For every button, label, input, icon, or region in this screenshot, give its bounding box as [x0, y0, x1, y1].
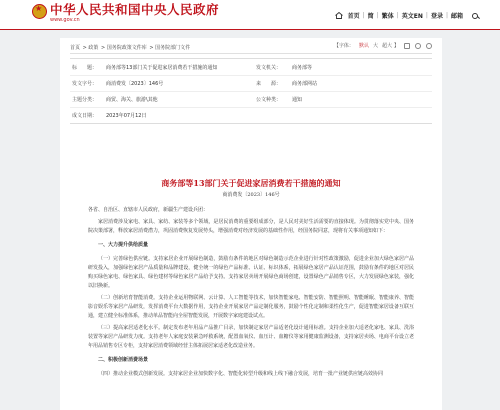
site-url: www.gov.cn — [50, 17, 80, 23]
body-paragraph: （四）推动企业模式创新发展。支持家居企业加快数字化、智能化转型升级和线上线下融合发展，培育一批产业链供应链高效协同 — [98, 371, 384, 377]
body-paragraph: 各省、自治区、直辖市人民政府，新疆生产建设兵团： — [88, 207, 209, 213]
meta-value: 商务部等13部门关于促进家居消费若干措施的通知 — [106, 64, 218, 71]
document-title: 商务部等13部门关于促进家居消费若干措施的通知 — [161, 178, 341, 188]
meta-value: 2023年07月12日 — [106, 113, 147, 119]
document-metadata-table — [70, 58, 432, 124]
site-header — [0, 0, 500, 30]
meta-key: 发文机关： — [256, 64, 282, 71]
nav-separator: | — [396, 12, 399, 19]
nav-login[interactable]: 登录 — [430, 13, 443, 20]
meta-row — [70, 75, 432, 91]
meta-key: 成文日期： — [72, 113, 98, 119]
meta-row — [70, 107, 432, 123]
breadcrumb-policy-library[interactable]: 国务院政策文件库 — [106, 45, 147, 51]
breadcrumb-home[interactable]: 首页 — [70, 45, 81, 51]
meta-key: 发文字号： — [72, 81, 98, 87]
national-emblem-icon — [32, 4, 47, 19]
meta-row — [70, 59, 432, 75]
site-logo[interactable] — [32, 3, 219, 24]
nav-simplified[interactable]: 简 — [367, 13, 374, 20]
nav-home[interactable]: 首页 — [347, 13, 360, 20]
top-nav — [335, 11, 478, 20]
font-size-tools — [334, 42, 432, 49]
section-heading: 一、大力提升供给质量 — [98, 242, 149, 248]
wechat-icon[interactable] — [426, 43, 432, 49]
breadcrumb-policy[interactable]: 政策 — [88, 45, 99, 51]
meta-key: 来 源： — [256, 81, 282, 87]
meta-key: 公文种类： — [256, 97, 282, 103]
print-icon[interactable] — [404, 43, 410, 49]
font-size-label: 【字体： — [333, 43, 354, 49]
section-heading: 二、积极创新消费场景 — [98, 357, 149, 363]
font-size-xlarge[interactable]: 超大 — [381, 43, 392, 49]
document-body — [88, 206, 414, 382]
nav-english[interactable]: 英文EN — [401, 13, 423, 20]
breadcrumb-department-docs[interactable]: 国务院部门文件 — [155, 45, 191, 51]
meta-value: 商务部等 — [292, 64, 313, 71]
search-icon[interactable] — [472, 13, 478, 19]
breadcrumb: 首页 > 政策 > 国务院政策文件库 > 国务院部门文件 — [70, 45, 191, 51]
nav-separator: | — [362, 12, 365, 19]
meta-value: 商消费发〔2023〕146号 — [106, 81, 164, 87]
nav-traditional[interactable]: 繁体 — [381, 13, 394, 20]
nav-mail[interactable]: 邮箱 — [450, 13, 463, 20]
article-page — [60, 38, 442, 410]
nav-separator: | — [445, 12, 448, 19]
font-size-large[interactable]: 大 — [372, 43, 378, 49]
font-size-close-bracket: 】 — [393, 43, 399, 49]
body-paragraph: （一）完善绿色供应链。支持家居企业开展绿色制造，鼓励有条件的地区对绿色制造示范企业进行针对性政策激励，促进企业加大绿色家居产品研发投入，加强绿色家居产品质量和品牌建设，健全统一的绿色产品标准、认证、标识体系，拓展绿色家居产品认证范围，鼓励有条件的地区对居民购买绿色家电、绿色家具、绿色建材等绿色家居产品给予支持。支持家居卖场开展绿色商场创建，设置绿色产品销售专区，大力发展绿色家装，强化以旧换新。 — [88, 256, 414, 289]
body-paragraph: （三）提高家居适老化水平。制定发布老年用品产品推广目录，加快制定家居产品适老化设计通用标准。支持企业加大适老化家电、家具、洗浴装置等家居产品研发力度。支持老年人家庭安装紧急呼救系统，配置血氧仪、血压计、血糖仪等家用健康监测设备，支持家居卖场、电商平台设立老年用品销售专区专柜，支持家居消费领域经营主体拓展居家适老化改造业务。 — [88, 325, 414, 349]
divider — [70, 53, 432, 54]
meta-value: 通知 — [292, 97, 303, 103]
body-paragraph: （二）创新培育智能消费。支持企业运用物联网、云计算、人工智能等技术，加快智能家电、智能安防、智能照明、智能睡眠、智能康养、智能影音娱乐等家居产品研发，发挥消费平台大数据作用，支持企业开展家居产品定制化服务，鼓励个性化定制和柔性化生产，促进智能家居设备互联互通，建立健全标准体系，推动单品智能向全屋智能发展，开展数字家庭建设试点。 — [88, 295, 414, 319]
meta-value: 商贸、海关、旅游\其他 — [106, 97, 158, 103]
font-size-default[interactable]: 默认 — [358, 43, 369, 49]
nav-separator: | — [376, 12, 379, 19]
nav-separator: | — [425, 12, 428, 19]
body-paragraph: 家居消费涉及家电、家具、家纺、家装等多个领域，是居民消费的重要组成部分，是人民对美好生活需要的直接体现。为贯彻落实党中央、国务院决策部署，释放家居消费潜力，巩固消费恢复发展势头，增强消费对经济发展的基础性作用，经国务院同意，现将有关事项通知如下： — [88, 219, 414, 234]
meta-key: 标 题： — [72, 64, 98, 71]
meta-value: 商务部网站 — [292, 81, 318, 87]
home-icon[interactable] — [335, 12, 343, 19]
meta-key: 主题分类： — [72, 97, 98, 103]
document-number: 商消费发〔2023〕146号 — [222, 192, 280, 198]
meta-row — [70, 91, 432, 107]
share-icon[interactable] — [415, 43, 421, 49]
site-title: 中华人民共和国中央人民政府 — [50, 2, 220, 17]
